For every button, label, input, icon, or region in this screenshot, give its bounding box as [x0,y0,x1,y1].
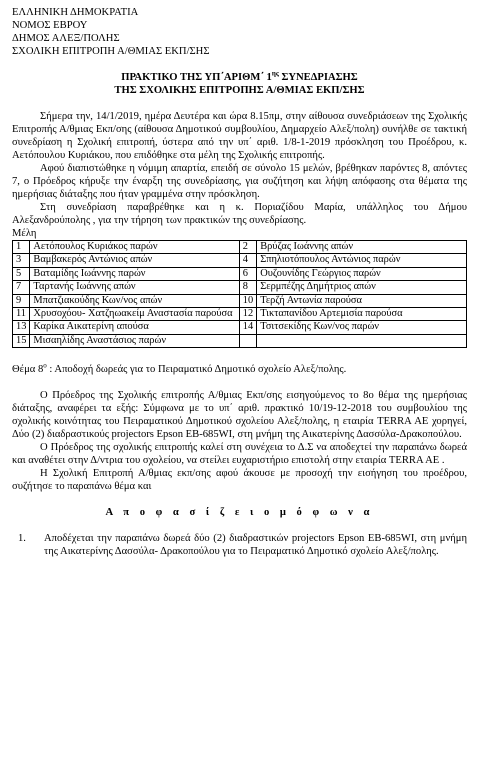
member-name: Ταρτανής Ιωάννης απών [30,281,239,294]
member-number: 8 [239,281,256,294]
member-name: Μισαηλίδης Αναστάσιος παρών [30,334,239,347]
proposal-paragraph: Ο Πρόεδρος της Σχολικής επιτροπής Α/θμιας Εκπ/σης εισηγούμενος το 8ο θέμα της ημερήσιας διάταξης, αναφέρει τα εξής: Σύμφωνα με το υπ΄ αριθ. πρακτικό 10/19-12-2018 του συμβουλίου της σχολικής κοινότητας του Πειραματικού Δημοτικού σχολείου Αλεξ/πολης, η εταιρία TERRA AE χορηγεί, Δύο (2) διαδραστικούς projectors Epson EB-685WI, στη μνήμη της Αικατερίνης Δασσύλα-Δρακοπούλου. [12,390,467,441]
members-table-row [13,241,467,254]
members-table-row [13,308,467,321]
member-name: Σπηλιοτόπουλος Αντώνιος παρών [257,254,467,267]
members-table-row [13,334,467,347]
member-name: Τικταπανίδου Αρτεμισία παρούσα [257,308,467,321]
members-table-row [13,281,467,294]
decision-heading: Α π ο φ α σ ί ζ ε ι ο μ ό φ ω ν α [105,507,374,519]
member-name: Αετόπουλος Κυριάκος παρών [30,241,239,254]
member-number: 14 [239,321,256,334]
document-title [12,71,467,97]
secretary-paragraph: Στη συνεδρίαση παραβρέθηκε και η κ. Πoριαζίδου Μαρία, υπάλληλος του Δήμου Αλεξανδρούπολης , για την τήρηση των πρακτικών της συνεδρίασης. [12,202,467,226]
member-number: 5 [13,267,30,280]
members-table-row [13,254,467,267]
member-number [239,334,256,347]
intro-paragraph: Σήμερα την, 14/1/2019, ημέρα Δευτέρα και ώρα 8.15πμ, στην αίθουσα συνεδριάσεων της Σχολικής Επιτροπής Α/θμιας Εκπ/σης (αίθουσα Δημοτικού συμβουλίου, Δημαρχείο Αλεξ/πολη) συνήλθε σε τακτική συνεδρίαση η Σχολική επιτροπή, ύστερα από την υπ΄ αριθ. 1/8-1-2019 πρόσκληση του Προέδρου, κ. Αετόπουλου Κυριάκου, που επιδόθηκε στα μέλη της Σχολικής επιτροπής. [12,111,467,161]
acceptance-request-paragraph: Ο Πρόεδρος της σχολικής επιτροπής καλεί στη συνέχεια το Δ.Σ να αποδεχτεί την παραπάνω δωρεά και αναθέτει στην Δ/ντρια του σχολείου, να στείλει ευχαριστήριο επιστολή στην εταιρία TERRA AE . [12,442,467,467]
member-number: 13 [13,321,30,334]
member-number: 2 [239,241,256,254]
member-number: 4 [239,254,256,267]
deliberation-paragraph: Η Σχολική Επιτροπή Α/θμιας εκπ/σης αφού άκουσε με προσοχή την εισήγηση του προέδρου, συζήτησε το παραπάνω θέμα και [12,468,467,493]
members-label: Μέλη [12,228,37,239]
member-name [257,334,467,347]
members-table [12,240,467,348]
member-number: 1 [13,241,30,254]
member-name: Σερμπέζης Δημήτριος απών [257,281,467,294]
decision-item-number: 1. [18,533,26,545]
title-line-1-end: ΣΥΝΕΔΡΙΑΣΗΣ [278,72,358,83]
title-line-1 [12,71,467,84]
member-name: Καρίκα Αικατερίνη απούσα [30,321,239,334]
member-number: 11 [13,308,30,321]
topic-superscript: ο [43,361,47,370]
member-number: 6 [239,267,256,280]
topic-number: Θέμα 8 [12,364,44,376]
topic-heading [12,363,467,376]
member-name: Μπατζιακούδης Κων/νος απών [30,294,239,307]
member-number: 10 [239,294,256,307]
member-number: 7 [13,281,30,294]
member-name: Βαταμίδης Ιωάννης παρών [30,267,239,280]
decision-item-1 [12,532,467,558]
member-number: 15 [13,334,30,347]
title-superscript: ης [271,69,279,78]
member-name: Ουζουνίδης Γεώργιος παρών [257,267,467,280]
member-number: 3 [13,254,30,267]
title-line-1-text: ΠΡΑΚΤΙΚΟ ΤΗΣ ΥΠ΄ΑΡΙΘΜ΄ 1 [121,72,272,83]
letterhead [12,6,467,58]
member-number: 12 [239,308,256,321]
title-line-2: ΤΗΣ ΣΧΟΛΙΚΗΣ ΕΠΙΤΡΟΠΗΣ Α/ΘΜΙΑΣ ΕΚΠ/ΣΗΣ [114,85,365,96]
quorum-paragraph: Αφού διαπιστώθηκε η νόμιμη απαρτία, επειδή σε σύνολο 15 μελών, βρέθηκαν παρόντες 8, απόντες 7, ο Πρόεδρος κήρυξε την έναρξη της συνεδρίασης, για συζήτηση και λήψη απόφασης στα θέματα της ημερήσιας διάταξης που ήταν γραμμένα στην πρόσκληση. [12,163,467,200]
member-name: Τσιτσεκίδης Κων/νος παρών [257,321,467,334]
topic-title: : Αποδοχή δωρεάς για το Πειραματικό Δημοτικό σχολείο Αλεξ/πολης. [46,364,347,376]
members-table-row [13,294,467,307]
member-name: Βρύζας Ιωάννης απών [257,241,467,254]
letterhead-committee: ΣΧΟΛΙΚΗ ΕΠΙΤΡΟΠΗ Α/ΘΜΙΑΣ ΕΚΠ/ΣΗΣ [12,46,210,57]
letterhead-prefecture: ΝΟΜΟΣ ΕΒΡΟΥ [12,20,88,31]
letterhead-republic: ΕΛΛΗΝΙΚΗ ΔΗΜΟΚΡΑΤΙΑ [12,7,139,18]
decision-item-text: Αποδέχεται την παραπάνω δωρεά δύο (2) διαδραστικών projectors Epson EB-685WI, στη μνήμη της Αικατερίνης Δασσύλα- Δρακοπούλου για το Πειραματικό Δημοτικό σχολείο Αλεξ/πολης. [44,533,467,558]
members-table-row [13,267,467,280]
member-number: 9 [13,294,30,307]
member-name: Τερζή Αντωνία παρούσα [257,294,467,307]
members-table-row [13,321,467,334]
member-name: Βαμβακερός Αντώνιος απών [30,254,239,267]
member-name: Χρυσοχόου- Χατζηωακείμ Αναστασία παρούσα [30,308,239,321]
letterhead-municipality: ΔΗΜΟΣ ΑΛΕΞ/ΠΟΛΗΣ [12,33,120,44]
